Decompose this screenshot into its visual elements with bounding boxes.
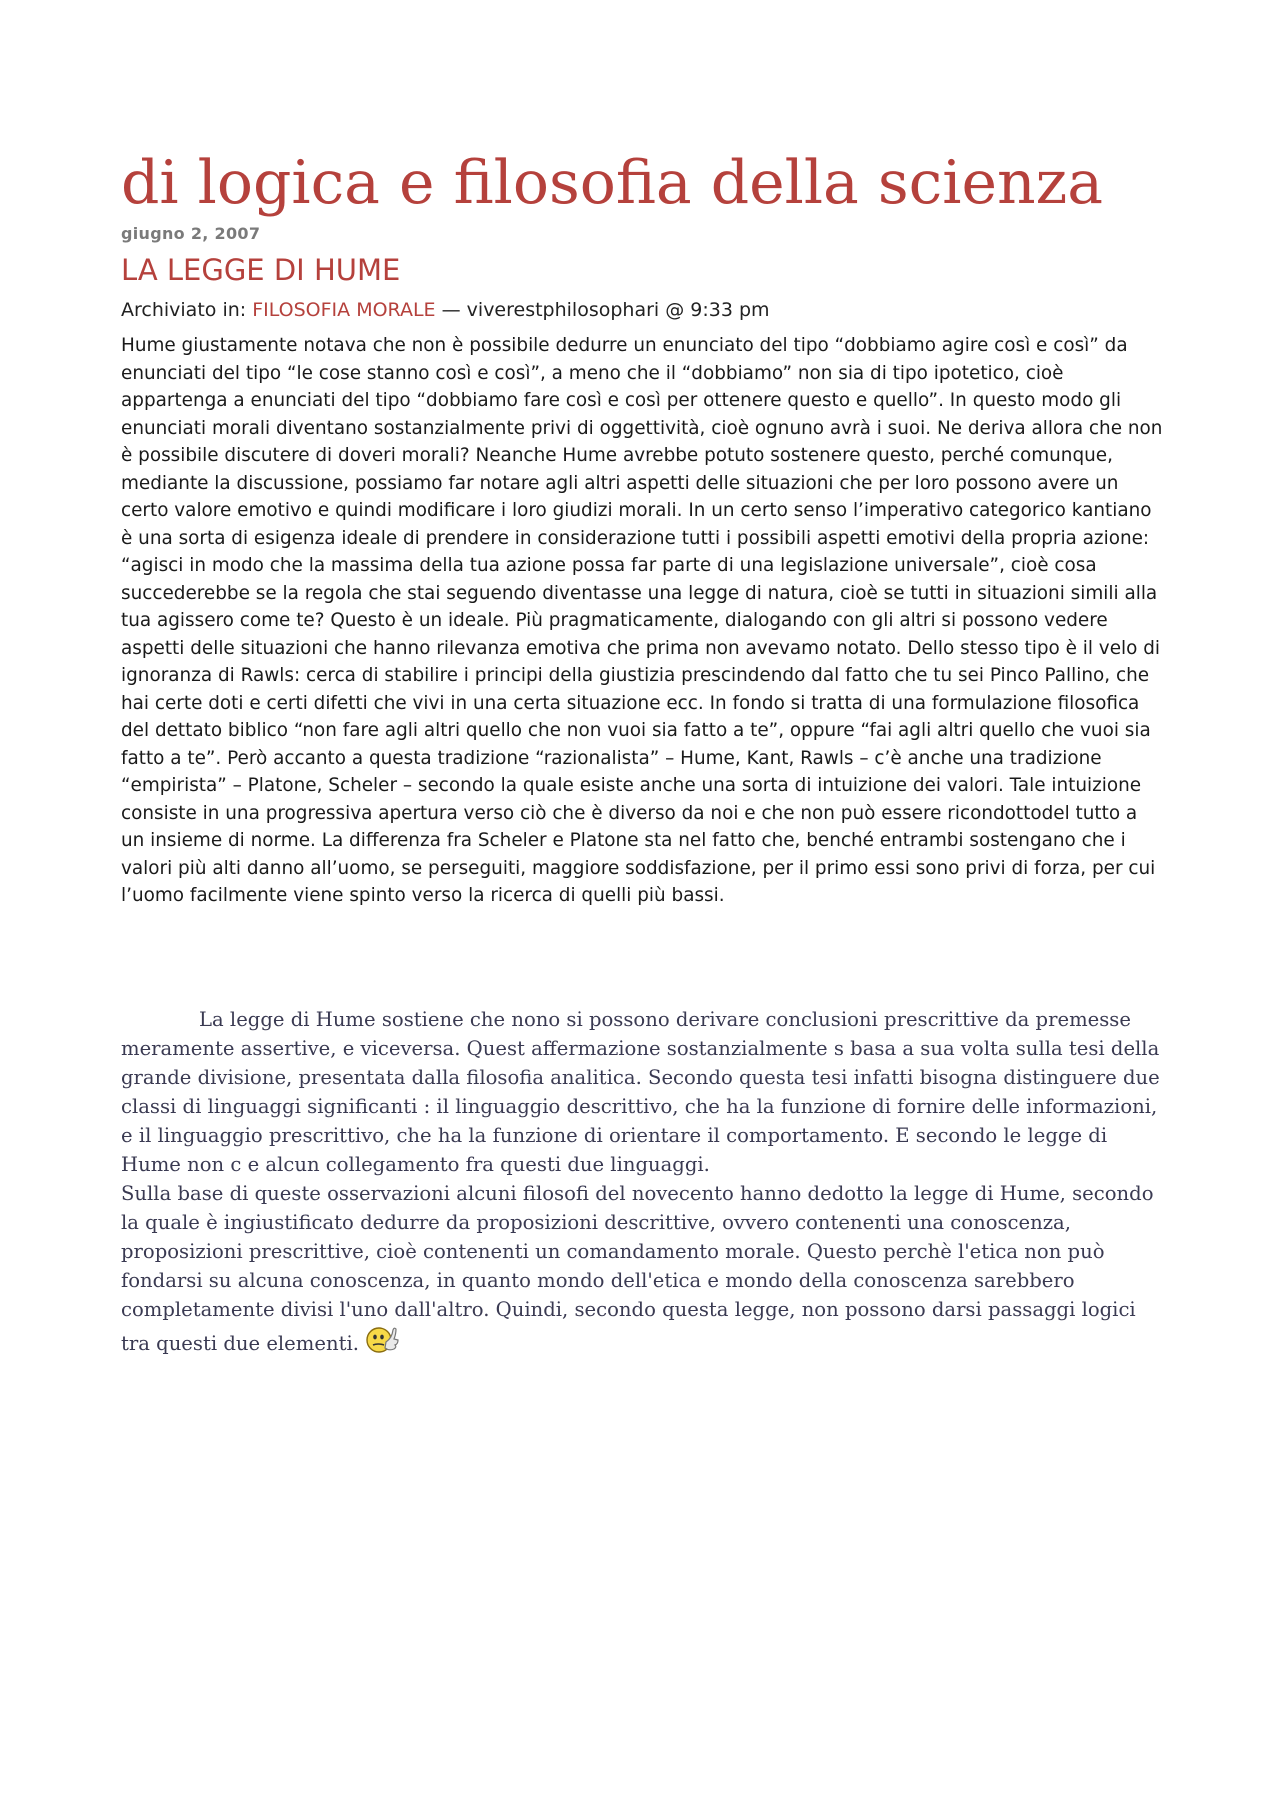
comment-text [121, 1005, 1166, 1362]
thinking-smiley-icon [365, 1324, 399, 1362]
comment-paragraph-2-wrapper [121, 1179, 1166, 1362]
comment-paragraph-2: Sulla base di queste osservazioni alcuni filosofi del novecento hanno dedotto la legge di Hume, secondo la quale è ingiustificato dedurre da proposizioni descrittive, ovvero contenenti una conoscenza, proposizioni prescrittive, cioè contenenti un comandamento morale. Questo perchè l'etica non può fondarsi su alcuna conoscenza, in quanto mondo dell'etica e mondo della conoscenza sarebbero completamente divisi l'uno dall'altro. Quindi, secondo questa legge, non possono darsi passaggi logici tra questi due elementi. [121, 1182, 1154, 1355]
category-link-filosofia-morale[interactable]: FILOSOFIA MORALE [252, 299, 436, 321]
archived-label: Archiviato in: [121, 299, 247, 321]
post-byline: — viverestphilosophari @ 9:33 pm [441, 299, 770, 321]
post-date: giugno 2, 2007 [121, 224, 261, 243]
post-title[interactable]: LA LEGGE DI HUME [121, 253, 401, 287]
post-body: Hume giustamente notava che non è possibile dedurre un enunciato del tipo “dobbiamo agire così e così” da enunciati del tipo “le cose stanno così e così”, a meno che il “dobbiamo” non sia di tipo ipotetico, cioè appartenga a enunciati del tipo “dobbiamo fare così e così per ottenere questo e quello”. In questo modo gli enunciati morali diventano sostanzialmente privi di oggettività, cioè ognuno avrà i suoi. Ne deriva allora che non è possibile discutere di doveri morali? Neanche Hume avrebbe potuto sostenere questo, perché comunque, mediante la discussione, possiamo far notare agli altri aspetti delle situazioni che per loro possono avere un certo valore emotivo e quindi modificare i loro giudizi morali. In un certo senso l’imperativo categorico kantiano è una sorta di esigenza ideale di prendere in considerazione tutti i possibili aspetti emotivi della propria azione: “agisci in modo che la massima della tua azione possa far parte di una legislazione universale”, cioè cosa succederebbe se la regola che stai seguendo diventasse una legge di natura, cioè se tutti in situazioni simili alla tua agissero come te? Questo è un ideale. Più pragmaticamente, dialogando con gli altri si possono vedere aspetti delle situazioni che hanno rilevanza emotiva che prima non avevamo notato. Dello stesso tipo è il velo di ignoranza di Rawls: cerca di stabilire i principi della giustizia prescindendo dal fatto che tu sei Pinco Pallino, che hai certe doti e certi difetti che vivi in una certa situazione ecc. In fondo si tratta di una formulazione filosofica del dettato biblico “non fare agli altri quello che non vuoi sia fatto a te”, oppure “fai agli altri quello che vuoi sia fatto a te”. Però accanto a questa tradizione “razionalista” – Hume, Kant, Rawls – c’è anche una tradizione “empirista” – Platone, Scheler – secondo la quale esiste anche una sorta di intuizione dei valori. Tale intuizione consiste in una progressiva apertura verso ciò che è diverso da noi e che non può essere ricondottodel tutto a un insieme di norme. La differenza fra Scheler e Platone sta nel fatto che, benché entrambi sostengano che i valori più alti danno all’uomo, se perseguiti, maggiore soddisfazione, per il primo essi sono privi di forza, per cui l’uomo facilmente viene spinto verso la ricerca di quelli più bassi. [121, 335, 1163, 906]
blog-title[interactable]: di logica e filosofia della scienza [121, 148, 1103, 218]
post-meta [121, 297, 770, 323]
comment-paragraph-1: La legge di Hume sostiene che nono si possono derivare conclusioni prescrittive da premesse meramente assertive, e viceversa. Quest affermazione sostanzialmente s basa a sua volta sulla tesi della grande divisione, presentata dalla filosofia analitica. Secondo questa tesi infatti bisogna distinguere due classi di linguaggi significanti : il linguaggio descrittivo, che ha la funzione di fornire delle informazioni, e il linguaggio prescrittivo, che ha la funzione di orientare il comportamento. E secondo le legge di Hume non c e alcun collegamento fra questi due linguaggi. [121, 1008, 1160, 1176]
